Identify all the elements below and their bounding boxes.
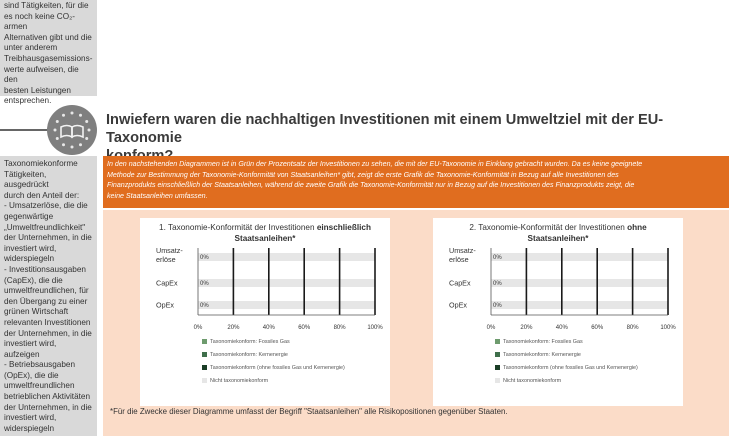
legend-item (202, 339, 392, 352)
sidebar-line: betrieblichen Aktivitäten (4, 392, 91, 402)
legend-label: Nicht taxonomiekonform (503, 378, 562, 384)
sidebar-line: sind Tätigkeiten, für die (4, 1, 89, 10)
chart-title-text: 1. Taxonomie-Konformität der Investitionen (159, 223, 317, 232)
x-tick-label: 80% (333, 325, 346, 331)
intro-box (103, 156, 729, 208)
legend-label: Taxonomiekonform: Fossiles Gas (503, 339, 583, 345)
eu-star (56, 120, 59, 123)
chart-title-text: 2. Taxonomie-Konformität der Investitionen (469, 223, 628, 232)
x-tick-label: 20% (227, 325, 240, 331)
sidebar-line: durch den Anteil der: (4, 190, 80, 200)
x-tick-label: 0% (193, 325, 203, 331)
eu-star (85, 137, 88, 140)
data-label: 0% (493, 303, 502, 309)
legend-swatch (202, 352, 207, 357)
eu-star (79, 143, 82, 146)
taxonomy-badge (47, 105, 97, 155)
sidebar-line: Tätigkeiten, ausgedrückt (4, 169, 49, 190)
legend-label: Taxonomiekonform (ohne fossiles Gas und Kernenergie) (210, 365, 345, 371)
data-label: 0% (493, 281, 502, 287)
sidebar-line: der Unternehmen, in die (4, 233, 92, 243)
category-label (156, 301, 174, 310)
bar-segment (198, 253, 375, 261)
legend-label: Taxonomiekonform: Kernenergie (503, 352, 581, 358)
category-label-line: OpEx (449, 300, 467, 310)
sidebar-line: „Umweltfreundlichkeit" (4, 222, 86, 232)
section-divider (0, 129, 48, 131)
sidebar-line: umweltfreundlichen, für (4, 286, 89, 296)
sidebar-line: Taxonomiekonforme (4, 159, 78, 168)
x-tick-label: 60% (591, 325, 604, 331)
sidebar-line: widerspiegeln (4, 254, 55, 264)
bar-chart-2 (433, 246, 683, 341)
sidebar-line: grünen Wirtschaft (4, 307, 69, 317)
eu-star (62, 114, 65, 117)
sidebar-line: es noch keine CO₂-armen (4, 11, 75, 32)
data-label: 0% (200, 255, 209, 261)
legend-swatch (495, 339, 500, 344)
intro-line: Finanzprodukts einschließlich der Staatsanleihen, während die zweite Grafik die Taxonomie-Konformität nur in Bezug auf die Investitionen des Finanzprodukts zeigt, die (107, 181, 635, 189)
sidebar-note-top (0, 0, 97, 106)
sidebar-line: widerspiegeln (4, 423, 55, 433)
chart-title-line2: Staatsanleihen* (527, 233, 589, 243)
eu-star (56, 137, 59, 140)
chart-title-emphasis: ohne (627, 223, 647, 232)
legend-swatch (495, 378, 500, 383)
eu-star (85, 120, 88, 123)
chart-legend (495, 339, 685, 391)
eu-star (54, 129, 57, 132)
category-label-line: Umsatz- (449, 246, 476, 255)
eu-star (71, 146, 74, 149)
legend-item (495, 378, 685, 391)
chart-panel-2 (433, 218, 683, 406)
data-label: 0% (493, 255, 502, 261)
x-tick-label: 80% (626, 325, 639, 331)
x-tick-label: 40% (555, 325, 568, 331)
category-label-line: erlöse (156, 255, 176, 264)
eu-star (62, 143, 65, 146)
legend-label: Nicht taxonomiekonform (210, 378, 269, 384)
chart-title-line2: Staatsanleihen* (234, 233, 296, 243)
intro-line: keine Staatsanleihen umfassen. (107, 191, 208, 200)
sidebar-note-taxonomy (0, 156, 97, 436)
x-tick-label: 100% (367, 325, 383, 331)
data-label: 0% (200, 281, 209, 287)
chart-title-emphasis: einschließlich (316, 223, 371, 232)
sidebar-line: investiert wird, (4, 413, 57, 423)
legend-label: Taxonomiekonform (ohne fossiles Gas und Kernenergie) (503, 365, 638, 371)
category-label (449, 279, 471, 288)
chart-panel-1 (140, 218, 390, 406)
eu-star (88, 129, 91, 132)
sidebar-line: - Investitionsausgaben (4, 264, 86, 274)
sidebar-line: den Übergang zu einer (4, 296, 88, 306)
legend-item (202, 352, 392, 365)
legend-swatch (202, 365, 207, 370)
bar-segment (198, 301, 375, 309)
sidebar-line: - Umsatzerlöse, die die (4, 201, 88, 211)
category-label (156, 246, 183, 264)
bar-segment (491, 279, 668, 287)
sidebar-line: entsprechen. (4, 96, 52, 106)
category-label-line: Umsatz- (156, 246, 183, 255)
legend-swatch (495, 365, 500, 370)
sidebar-line: gegenwärtige (4, 211, 54, 221)
sidebar-line: Alternativen gibt und die (4, 32, 92, 42)
open-book-with-eu-stars-icon (47, 105, 97, 155)
category-label-line: CapEx (156, 278, 178, 288)
sidebar-line: besten Leistungen (4, 85, 71, 95)
sidebar-line: investiert wird, aufzeigen (4, 339, 57, 359)
legend-swatch (202, 378, 207, 383)
heading-line: Inwiefern waren die nachhaltigen Investitionen mit einem Umweltziel mit der EU-Taxonomie (106, 112, 664, 146)
bar-segment (491, 301, 668, 309)
sidebar-line: Treibhausgasemissions- (4, 53, 93, 63)
eu-star (71, 112, 74, 115)
category-label (449, 301, 467, 310)
legend-item (495, 339, 685, 352)
sidebar-line: werte aufweisen, die den (4, 64, 79, 85)
eu-star (79, 114, 82, 117)
x-tick-label: 20% (520, 325, 533, 331)
data-label: 0% (200, 303, 209, 309)
chart-legend (202, 339, 392, 391)
legend-label: Taxonomiekonform: Kernenergie (210, 352, 288, 358)
x-tick-label: 40% (262, 325, 275, 331)
sidebar-line: - Betriebsausgaben (4, 360, 76, 370)
bar-chart-1 (140, 246, 390, 341)
intro-line: In den nachstehenden Diagrammen ist in Grün der Prozentsatz der Investitionen zu sehen, die mit der EU-Taxonomie in Einklang gebracht wurden. Da es keine geeignete (107, 160, 643, 168)
legend-swatch (495, 352, 500, 357)
x-tick-label: 0% (486, 325, 496, 331)
legend-item (495, 365, 685, 378)
x-tick-label: 100% (660, 325, 676, 331)
legend-item (202, 365, 392, 378)
sidebar-line: der Unternehmen, in die (4, 402, 92, 412)
sidebar-line: unter anderem (4, 43, 58, 53)
category-label-line: OpEx (156, 300, 174, 310)
chart-title (140, 223, 390, 244)
x-tick-label: 60% (298, 325, 311, 331)
bar-segment (198, 279, 375, 287)
legend-label: Taxonomiekonform: Fossiles Gas (210, 339, 290, 345)
legend-item (202, 378, 392, 391)
legend-swatch (202, 339, 207, 344)
sidebar-line: umweltfreundlichen (4, 381, 75, 391)
sidebar-line: (CapEx), die die (4, 275, 63, 285)
sidebar-line: investiert wird, (4, 243, 57, 253)
bar-segment (491, 253, 668, 261)
intro-line: Methode zur Bestimmung der Taxonomie-Konformität von Staatsanleihen* gibt, zeigt die erste Grafik die Taxonomie-Konformität in Bezug auf alle Investitionen des (107, 170, 619, 179)
sidebar-line: der Unternehmen, in die (4, 328, 92, 338)
category-label-line: erlöse (449, 255, 469, 264)
category-label (449, 246, 476, 264)
category-label-line: CapEx (449, 278, 471, 288)
sidebar-line: (OpEx), die die (4, 370, 59, 380)
legend-item (495, 352, 685, 365)
footnote: *Für die Zwecke dieser Diagramme umfasst der Begriff "Staatsanleihen" alle Risikopositionen gegenüber Staaten. (110, 407, 508, 416)
sidebar-line: relevanten Investitionen (4, 317, 91, 327)
chart-title (433, 223, 683, 244)
category-label (156, 279, 178, 288)
